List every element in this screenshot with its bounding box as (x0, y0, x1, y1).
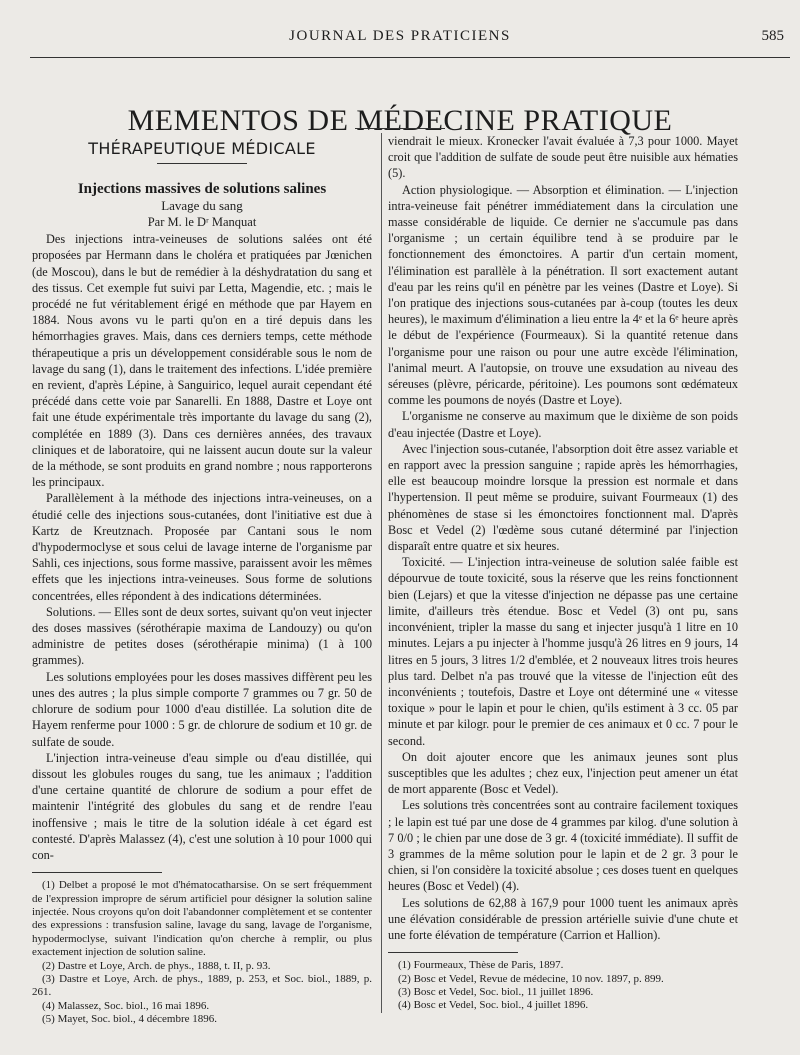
footnote: (3) Dastre et Loye, Arch. de phys., 1889, p. 253, et Soc. biol., 1889, p. 261. (32, 972, 372, 999)
paragraph: Les solutions de 62,88 à 167,9 pour 1000 tuent les animaux après une élévation considérable de pression artérielle suivie d'une chute et une forte élévation de température (Carrion et Hallion). (388, 895, 738, 942)
paragraph: Les solutions employées pour les doses massives diffèrent peu les unes des autres ; la plus simple comporte 7 grammes ou 7 gr. 50 de chlorure de sodium pour 1000 d'eau distillée. La solution dite de Hayem renferme pour 1000 : 5 gr. de chlorure de sodium et 10 gr. de sulfate de soude. (32, 669, 372, 749)
paragraph: viendrait le mieux. Kronecker l'avait évaluée à 7,3 pour 1000. Mayet croit que l'addition de sulfate de soude peut être nuisible aux hématies (5). (388, 134, 738, 181)
footnote: (3) Bosc et Vedel, Soc. biol., 11 juillet 1896. (398, 985, 594, 998)
section-rule (157, 163, 247, 164)
paragraph: Parallèlement à la méthode des injections intra-veineuses, on a étudié celle des injections sous-cutanées, dont l'initiative est due à Kartz de Kreutznach. Proposée par Cantani sous le nom d'hypodermoclyse et sous celui de lavage interne de l'organisme par Sahli, ces injections, sous forme massive, paraissent avoir les mêmes effets que les injections intra-veineuses. Sous forme de solutions concentrées, elles répondent à des indications déterminées. (32, 491, 372, 603)
paragraph: Toxicité. — L'injection intra-veineuse de solution salée faible est dépourvue de toute toxicité, sous la réserve que les reins fonctionnent bien (Lejars) et que la vitesse d'injection ne dépasse pas une certaine limite, d'ailleurs très étendue. Bosc et Vedel (3) ont pu, sans inconvénient, tripler la masse du sang et injecter jusqu'à 1 litre en 10 minutes. Lejars a pu injecter à l'homme jusqu'à 26 litres en 9 jours, 14 litres en 5 jours, 3 litres 1/2 d'emblée, et 2 nouveaux litres trois heures plus tard. Delbet n'a pas trouvé que la vitesse de l'injection eût des inconvénients ; toutefois, Dastre et Loye ont déterminé une « vitesse toxique » pour le lapin et pour le chien, qu'ils estiment à 3 cc. 05 par minute et par kilogr. pour le premier de ces animaux et 0 cc. 7 pour le second. (388, 555, 738, 748)
footnote: (5) Mayet, Soc. biol., 4 décembre 1896. (42, 1013, 218, 1026)
paragraph: Avec l'injection sous-cutanée, l'absorption doit être assez variable et en rapport avec la pression sanguine ; rapide après les hémorrhagies, elle est beaucoup moindre lorsque la pression est normale et dans l'hypertension. Il peut même se produire, suivant Fourmeaux (1) des phénomènes de stase si les émonctoires fonctionnent mal. D'après Bosc et Vedel (2) l'œdème sous cutané déterminé par l'injection disparaît entre quatre et six heures. (388, 441, 738, 554)
footnote: (1) Delbet a proposé le mot d'hématocatharsise. On se sert fréquemment de l'expression impropre de sérum artificiel pour désigner la solution saline injectée. Nous croyons qu'on doit l'abandonner complètement et se contenter des expressions : transfusion saline, lavage du sang, lavage de l'organisme, hypodermoclyse, suivant l'indication qu'on cherche à remplir, ou plus exactement injection de solution saline. (32, 879, 372, 959)
running-header (0, 28, 800, 50)
left-column (32, 133, 372, 1027)
section-title: THÉRAPEUTIQUE MÉDICALE (88, 139, 316, 158)
running-title: JOURNAL DES PRATICIENS (289, 28, 511, 44)
page-number: 585 (761, 28, 784, 44)
footnotes (32, 879, 372, 1026)
paragraph: L'injection intra-veineuse d'eau simple ou d'eau distillée, qui dissout les globules rouges du sang, tue les animaux ; l'addition d'une certaine quantité de chlorure de sodium a pour effet de maintenir l'intégrité des globules du sang et de rendre l'eau inoffensive ; mais le titre de la solution idéale à cet égard est contesté. D'après Malassez (4), c'est une solution à 10 pour 1000 qui con- (32, 750, 372, 862)
paragraph: Les solutions très concentrées sont au contraire facilement toxiques ; le lapin est tué par une dose de 4 grammes par kilog. d'une solution à 7 0/0 ; le chien par une dose de 3 gr. 4 (toxicité immédiate). Il suffit de 3 grammes de la même solution pour le lapin et de 2 gr. 3 pour le chien, si l'on considère la toxicité absolue ; ces doses tuent en quelques heures (Bosc et Vedel) (4). (388, 798, 738, 894)
article-title: Injections massives de solutions salines (77, 181, 327, 198)
footnote: (2) Dastre et Loye, Arch. de phys., 1888, t. II, p. 93. (42, 959, 271, 972)
right-column (388, 133, 738, 1013)
byline: Par M. le Dʳ Manquat (147, 215, 257, 230)
footnotes (388, 959, 738, 1013)
main-title: MEMENTOS DE MÉDECINE PRATIQUE (127, 104, 673, 138)
paragraph: Des injections intra-veineuses de solutions salées ont été proposées par Hermann dans le choléra et pratiquées par Jœnichen (de Moscou), dans le but de remédier à la déshydratation du sang et des tissus. Cet exemple fut suivi par Letta, Magendie, etc. ; mais le procédé ne fut véritablement érigé en méthode que par Hayem en 1884. Nous avons vu le parti qu'on en a tiré depuis dans les hémorrhagies graves. Mais, dans ces derniers temps, cette méthode thérapeutique a pris un développement considérable sous le nom de lavage du sang (1), dans le traitement des infections. L'idée première en revient, d'après Lépine, à Sanguirico, lequel aurait cependant été précédé dans cette voie par Sanarelli. En 1888, Dastre et Loye ont fait une étude expérimentale très importante du lavage du sang (2), complétée en 1889 (3). Dans ces dernières années, des travaux cliniques et de laboratoire, qui ne laissent aucun doute sur la valeur de la méthode, se sont produits en grand nombre ; nous rapporterons les principaux. (32, 232, 372, 490)
paragraph: L'organisme ne conserve au maximum que le dixième de son poids d'eau injectée (Dastre et Loye). (388, 409, 738, 440)
footnote: (4) Malassez, Soc. biol., 16 mai 1896. (42, 999, 210, 1012)
article-subtitle: Lavage du sang (161, 198, 243, 214)
paragraph: Solutions. — Elles sont de deux sortes, suivant qu'on veut injecter des doses massives (sérothérapie maxima de Landouzy) ou qu'on administre de petites doses (sérothérapie minima) (1 à 100 grammes). (32, 604, 372, 668)
column-divider (381, 133, 382, 1013)
footnote: (4) Bosc et Vedel, Soc. biol., 4 juillet 1896. (398, 999, 589, 1012)
paragraph: Action physiologique. — Absorption et élimination. — L'injection intra-veineuse fait pénétrer immédiatement dans la circulation une masse considérable de liquide. Ce dernier ne s'accumule pas dans l'organisme ; un certain équilibre tend à se produire par le fonctionnement des émonctoires. A partir d'un certain moment, l'élimination est parallèle à la pénétration. Il sort exactement autant d'eau par les reins qu'il en pénètre par les veines (Dastre et Loye). Si l'on pratique des injections sous-cutanées par à-coup (toutes les deux heures), le maximum d'élimination a lieu entre la 4ᵉ et la 6ᵉ heure après le début de l'expérience (Fourmeaux). Si la quantité retenue dans l'organisme pour une raison ou pour une autre excède l'élimination, l'animal meurt. A l'autopsie, on trouve une exsudation au niveau des séreuses (plèvre, péricarde, péritoine). Les poumons sont œdémateux comme les poumons de noyés (Dastre et Loye). (388, 182, 738, 408)
footnote-rule (32, 872, 162, 873)
paragraph: On doit ajouter encore que les animaux jeunes sont plus susceptibles que les adultes ; chez eux, l'injection peut amener un état de mort apparente (Bosc et Vedel). (388, 749, 738, 797)
footnote: (2) Bosc et Vedel, Revue de médecine, 10 nov. 1897, p. 899. (398, 972, 664, 985)
footnote-rule (388, 952, 518, 953)
title-rule (355, 128, 445, 129)
footnote: (1) Fourmeaux, Thèse de Paris, 1897. (398, 959, 564, 972)
header-rule (30, 57, 790, 58)
